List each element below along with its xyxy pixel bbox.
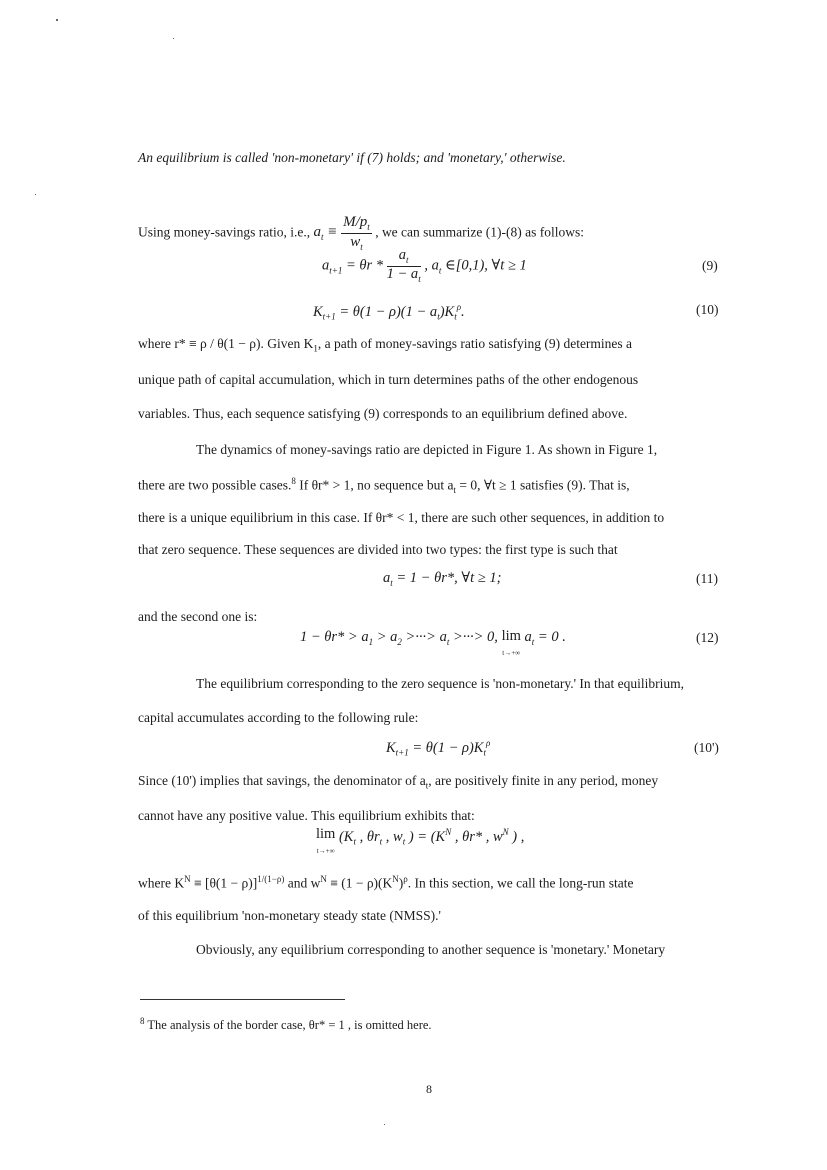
eq12-s3: t: [446, 636, 450, 647]
para6-line1: Obviously, any equilibrium corresponding to another sequence is 'monetary.' Monetary: [196, 942, 666, 957]
lim-b4: ) = (K: [405, 828, 446, 845]
eq9-cond-rest: ∈[0,1), ∀t ≥ 1: [441, 257, 527, 274]
second-one-line: and the second one is:: [138, 609, 258, 624]
definition-line: An equilibrium is called 'non-monetary' if (7) holds; and 'monetary,' otherwise.: [138, 150, 566, 165]
para5-l1a: where K: [138, 875, 185, 891]
para5-line1: [138, 874, 634, 892]
lim-b2: , θr: [355, 828, 380, 845]
equation-9-number: (9): [702, 258, 718, 273]
lim-sup2: N: [502, 827, 509, 837]
para3-line2: capital accumulates according to the following rule:: [138, 710, 419, 725]
lim-s2: t: [379, 836, 383, 847]
def-den-sub: t: [360, 241, 363, 252]
para2-line4: that zero sequence. These sequences are divided into two types: the first type is such that: [138, 542, 618, 557]
para2-l2b: If θr* > 1, no sequence but a: [295, 477, 454, 493]
para1-l1: where r* ≡ ρ / θ(1 − ρ). Given K: [138, 336, 314, 351]
limit-equation: [316, 827, 524, 856]
lim-sub: t→+∞: [316, 846, 335, 855]
lim-word: lim: [316, 826, 336, 842]
lim-b3: , w: [382, 828, 403, 845]
lim-s3: t: [402, 836, 406, 847]
lim-b1: (K: [335, 828, 354, 845]
para4-line1: [138, 773, 658, 791]
eq9-fraction: [387, 248, 421, 285]
para4-l1-sub: t: [425, 780, 429, 791]
para2-line2: [138, 476, 630, 495]
eq11-sub: t: [390, 577, 393, 588]
def-sub: t: [320, 232, 324, 243]
para1-l1-sub: 1: [313, 343, 318, 354]
equation-10-prime: [386, 738, 490, 758]
para2-l2a: there are two possible cases.: [138, 477, 292, 493]
eq12-s2: 2: [397, 636, 402, 647]
eq10p-rest: = θ(1 − ρ)K: [408, 739, 484, 756]
eq12-m4: >···> 0,: [449, 629, 502, 645]
para5-sup2: 1/(1−ρ): [257, 874, 285, 884]
scan-speck: [56, 19, 58, 21]
equation-11: [383, 570, 501, 588]
para4-l1a: Since (10') implies that savings, the denominator of a: [138, 773, 426, 788]
para4-l1b: , are positively finite in any period, money: [428, 773, 659, 788]
footnote: [140, 1016, 432, 1033]
equation-11-number: (11): [696, 571, 718, 586]
equation-12: [300, 629, 566, 658]
eq12-s1: 1: [368, 636, 374, 647]
eq10p-k: K: [386, 739, 396, 756]
para4-line2: cannot have any positive value. This equilibrium exhibits that:: [138, 808, 475, 823]
scan-speck: [173, 38, 174, 39]
equation-12-number: (12): [696, 630, 719, 645]
eq12-lim-block: [502, 629, 521, 658]
equation-9: [322, 248, 527, 285]
para5-l1e: ): [398, 875, 404, 891]
lim-sup1: N: [445, 827, 452, 837]
para1-line3: variables. Thus, each sequence satisfying (9) corresponds to an equilibrium defined above.: [138, 406, 628, 421]
eq9-cond: , a: [424, 257, 439, 274]
para2-l2-sub: t: [453, 485, 456, 496]
para5-l1b: ≡ [θ(1 − ρ)]: [190, 875, 258, 891]
eq9-num-sub: t: [406, 254, 409, 265]
lim-s1: t: [353, 836, 356, 847]
para2-l2c: = 0, ∀t ≥ 1 satisfies (9). That is,: [456, 477, 630, 493]
summary-intro: Using money-savings ratio, i.e., $a_t$ ≡ $\frac{M/p_t}{w_t}$ , we can summarize (1)-(8) as follows:: [138, 214, 584, 252]
eq10-end: )K: [439, 303, 455, 320]
def-num: M/p: [343, 214, 368, 230]
footnote-ref[interactable]: 8: [291, 476, 296, 486]
eq12-lim-sub: t→+∞: [502, 648, 521, 657]
eq10p-sup: ρ: [486, 738, 491, 748]
summary-intro-a: Using money-savings ratio, i.e.,: [138, 224, 311, 240]
def-den: w: [350, 233, 361, 250]
eq10-k: K: [313, 303, 323, 320]
eq9-lhs-sub: t+1: [329, 265, 343, 276]
eq10p-k-sub: t+1: [395, 747, 409, 758]
eq12-m3: >···> a: [401, 629, 447, 645]
para5-l1f: . In this section, we call the long-run state: [407, 875, 634, 891]
para2-line3: there is a unique equilibrium in this case. If θr* < 1, there are such other sequences, in addition to: [138, 510, 665, 525]
para5-sup4: N: [392, 874, 399, 884]
eq9-cond-sub: t: [438, 265, 442, 276]
eq11-a: a: [383, 570, 391, 586]
para3-line1: The equilibrium corresponding to the zero sequence is 'non-monetary.' In that equilibrium,: [196, 676, 684, 691]
eq10-rest: = θ(1 − ρ)(1 − a: [335, 303, 438, 320]
eq12-main: 1 − θr* > a: [300, 629, 369, 645]
footnote-rule: [140, 999, 345, 1000]
scan-speck: [384, 1124, 385, 1125]
eq9-mid: = θr *: [342, 257, 387, 274]
def-fraction: [341, 214, 372, 253]
eq12-after-sub: t: [531, 636, 535, 647]
para1-line1: [138, 336, 632, 354]
eq12-end: = 0 .: [534, 629, 566, 645]
eq9-den: 1 − a: [386, 265, 419, 282]
equation-10-prime-number: (10'): [694, 740, 719, 755]
para1-line2: unique path of capital accumulation, which in turn determines paths of the other endogenous: [138, 372, 639, 387]
para2-line1: The dynamics of money-savings ratio are depicted in Figure 1. As shown in Figure 1,: [196, 442, 658, 457]
eq12-lim: lim: [501, 628, 521, 644]
scan-speck: [35, 194, 36, 195]
summary-intro-b: , we can summarize (1)-(8) as follows:: [375, 224, 584, 240]
def-symbol: a: [313, 224, 321, 241]
eq9-lhs: a: [322, 257, 330, 274]
para5-l1c: and w: [284, 875, 321, 891]
eq10-rest-sub: t: [437, 311, 440, 322]
para5-sup5: ρ: [403, 874, 408, 884]
para5-l1d: ≡ (1 − ρ)(K: [326, 875, 393, 891]
para5-sup1: N: [184, 874, 191, 884]
def-num-sub: t: [367, 222, 370, 232]
page-number: 8: [426, 1082, 432, 1096]
eq9-den-sub: t: [418, 273, 421, 284]
footnote-text: The analysis of the border case, θr* = 1 , is omitted here.: [147, 1018, 432, 1033]
eq10-dot: .: [461, 303, 465, 320]
lim-b5: , θr* , w: [451, 828, 503, 845]
footnote-mark: 8: [140, 1016, 145, 1026]
eq9-num: a: [398, 247, 407, 263]
eq10p-rest-sub: t: [483, 747, 486, 758]
eq11-rest: = 1 − θr*, ∀t ≥ 1;: [392, 570, 502, 586]
eq10-end-sup: ρ: [456, 302, 462, 312]
equation-10: [313, 302, 465, 322]
para5-line2: of this equilibrium 'non-monetary steady state (NMSS).': [138, 908, 441, 923]
para5-sup3: N: [320, 874, 327, 884]
lim-b6: ) ,: [508, 828, 525, 845]
para1-l1-b: , a path of money-savings ratio satisfying (9) determines a: [317, 336, 633, 351]
eq12-m2: > a: [373, 629, 398, 645]
equation-10-number: (10): [696, 302, 719, 317]
lim-block: [316, 827, 335, 856]
eq10-k-sub: t+1: [322, 311, 336, 322]
eq12-after: a: [520, 629, 532, 645]
eq10-end-sub: t: [454, 311, 457, 322]
